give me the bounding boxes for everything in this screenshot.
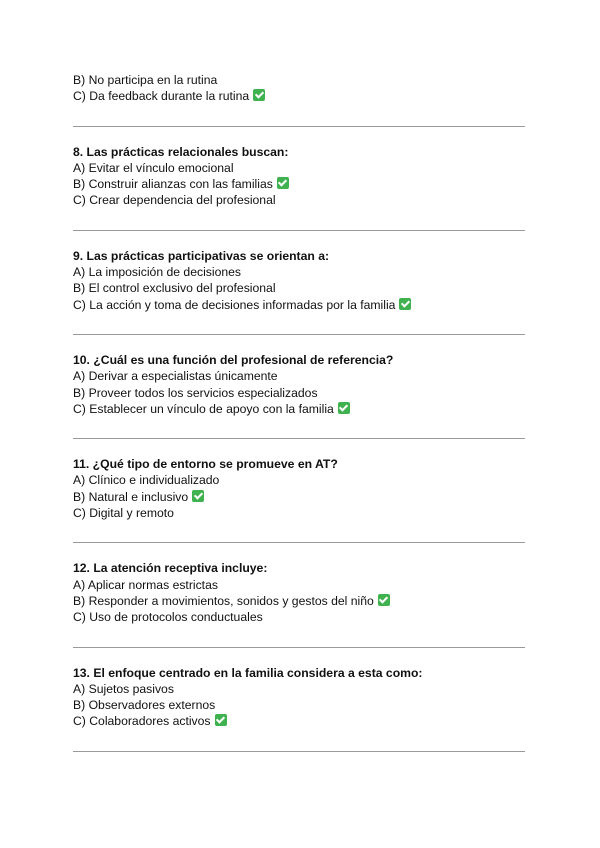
- option-text: B) No participa en la rutina: [73, 73, 218, 87]
- answer-option: [73, 264, 525, 280]
- option-text: C) Crear dependencia del profesional: [73, 193, 276, 208]
- checkmark-icon: [338, 402, 350, 414]
- option-text: B) Responder a movimientos, sonidos y gestos del niño: [73, 593, 374, 608]
- answer-option: [73, 577, 525, 593]
- answer-option: [73, 472, 525, 488]
- quiz-content: [73, 72, 525, 752]
- answer-option: [73, 72, 525, 88]
- question-block-13: [73, 665, 525, 752]
- option-text: B) Natural e inclusivo: [73, 489, 189, 504]
- checkmark-icon: [215, 714, 227, 726]
- separator-rule: [73, 751, 525, 752]
- option-text: C) Establecer un vínculo de apoyo con la familia: [73, 401, 334, 416]
- answer-option: [73, 368, 525, 384]
- checkmark-icon: [378, 594, 390, 606]
- checkmark-icon: [253, 89, 265, 101]
- option-text: A) Evitar el vínculo emocional: [73, 160, 234, 175]
- answer-option: [73, 681, 525, 697]
- answer-option-correct: [73, 176, 525, 192]
- answer-option: [73, 280, 525, 296]
- question-title: 8. Las prácticas relacionales buscan:: [73, 144, 289, 159]
- answer-option: [73, 697, 525, 713]
- option-text: A) Derivar a especialistas únicamente: [73, 369, 278, 384]
- answer-option: [73, 609, 525, 625]
- answer-option: [73, 160, 525, 176]
- option-text: B) El control exclusivo del profesional: [73, 281, 276, 296]
- question-block-8: [73, 144, 525, 248]
- option-text: C) Digital y remoto: [73, 506, 174, 521]
- answer-option-correct: [73, 489, 525, 505]
- question-title: 10. ¿Cuál es una función del profesional de referencia?: [73, 352, 394, 367]
- option-text: B) Observadores externos: [73, 698, 216, 713]
- checkmark-icon: [277, 177, 289, 189]
- option-text: C) Uso de protocolos conductuales: [73, 610, 263, 625]
- option-text: B) Proveer todos los servicios especializados: [73, 385, 318, 400]
- question-block-7-continued: [73, 72, 525, 144]
- answer-option-correct: [73, 401, 525, 417]
- option-text: C) La acción y toma de decisiones informadas por la familia: [73, 297, 396, 312]
- question-block-10: [73, 352, 525, 456]
- checkmark-icon: [192, 490, 204, 502]
- answer-option: [73, 505, 525, 521]
- answer-option-correct: [73, 593, 525, 609]
- question-block-11: [73, 456, 525, 560]
- question-title: 13. El enfoque centrado en la familia considera a esta como:: [73, 665, 423, 680]
- option-text: A) Clínico e individualizado: [73, 473, 220, 488]
- answer-option-correct: [73, 713, 525, 729]
- question-title: 12. La atención receptiva incluye:: [73, 561, 268, 576]
- answer-option: [73, 385, 525, 401]
- answer-option-correct: [73, 88, 525, 104]
- question-title: 9. Las prácticas participativas se orientan a:: [73, 248, 330, 263]
- question-block-12: [73, 560, 525, 664]
- option-text: B) Construir alianzas con las familias: [73, 177, 273, 192]
- option-text: A) Aplicar normas estrictas: [73, 577, 218, 592]
- answer-option-correct: [73, 297, 525, 313]
- checkmark-icon: [399, 298, 411, 310]
- option-text: C) Colaboradores activos: [73, 714, 211, 729]
- answer-option: [73, 192, 525, 208]
- option-text: A) La imposición de decisiones: [73, 265, 242, 280]
- option-text: C) Da feedback durante la rutina: [73, 89, 250, 104]
- option-text: A) Sujetos pasivos: [73, 681, 174, 696]
- question-title: 11. ¿Qué tipo de entorno se promueve en AT?: [73, 457, 338, 472]
- question-block-9: [73, 248, 525, 352]
